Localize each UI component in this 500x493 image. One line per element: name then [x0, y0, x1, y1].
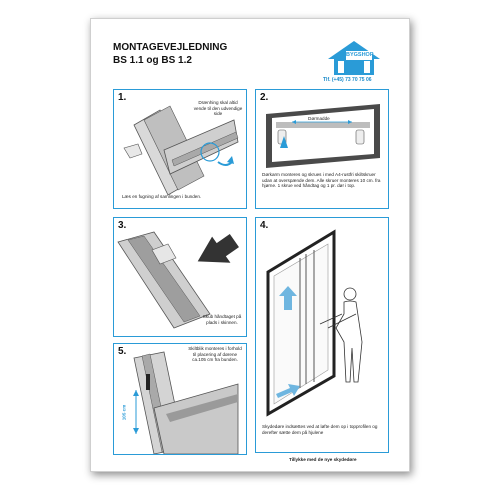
instruction-sheet [90, 18, 410, 472]
step-3-caption: Skub håndtaget på plads i skinnen. [202, 314, 242, 325]
page-title: MONTAGEVEJLEDNING BS 1.1 og BS 1.2 [113, 42, 228, 66]
door-frame-illustration [256, 90, 388, 208]
step-number: 1. [118, 92, 127, 103]
step-number: 2. [260, 92, 269, 103]
step-number: 3. [118, 220, 127, 231]
step-5-panel [113, 343, 247, 455]
step-4-panel [255, 217, 389, 453]
door-install-illustration [256, 218, 388, 452]
step-5-dimension: 105 cm [121, 404, 127, 421]
phone-number: Tlf. (+45) 73 70 75 06 [323, 77, 372, 83]
step-1-panel [113, 89, 247, 209]
step-1-caption: Læs en fugning af samlingen i bunden. [122, 194, 202, 199]
step-3-panel [113, 217, 247, 337]
step-number: 5. [118, 346, 127, 357]
step-2-dimension: Dørmadde [308, 116, 330, 121]
step-1-note: Drænhing skal altid vende til den udvendige side [193, 100, 243, 117]
step-5-note: Skiltblik monteres i forhold til placering af dørene ca.105 cm fra bunden. [188, 346, 242, 363]
step-2-panel [255, 89, 389, 209]
step-4-caption: Skydedøre indsættes ved at løfte dem op i topprofilen og derefter sætte dem på hjulene [262, 424, 378, 435]
footer-note: Tillykke med de nye skydedøre [289, 457, 357, 462]
logo-text: BYGSHOP [346, 52, 374, 58]
step-2-caption: Dørkarm monteres og skrues i med A4-rustfri skiltskruer udan at overspænde dem. Alle skruer monteres 10 cm. fra hjørne. 1 skrue ved håndtag og 1 pr. dør i top. [262, 172, 381, 189]
bygshop-logo [324, 37, 384, 77]
step-number: 4. [260, 220, 269, 231]
